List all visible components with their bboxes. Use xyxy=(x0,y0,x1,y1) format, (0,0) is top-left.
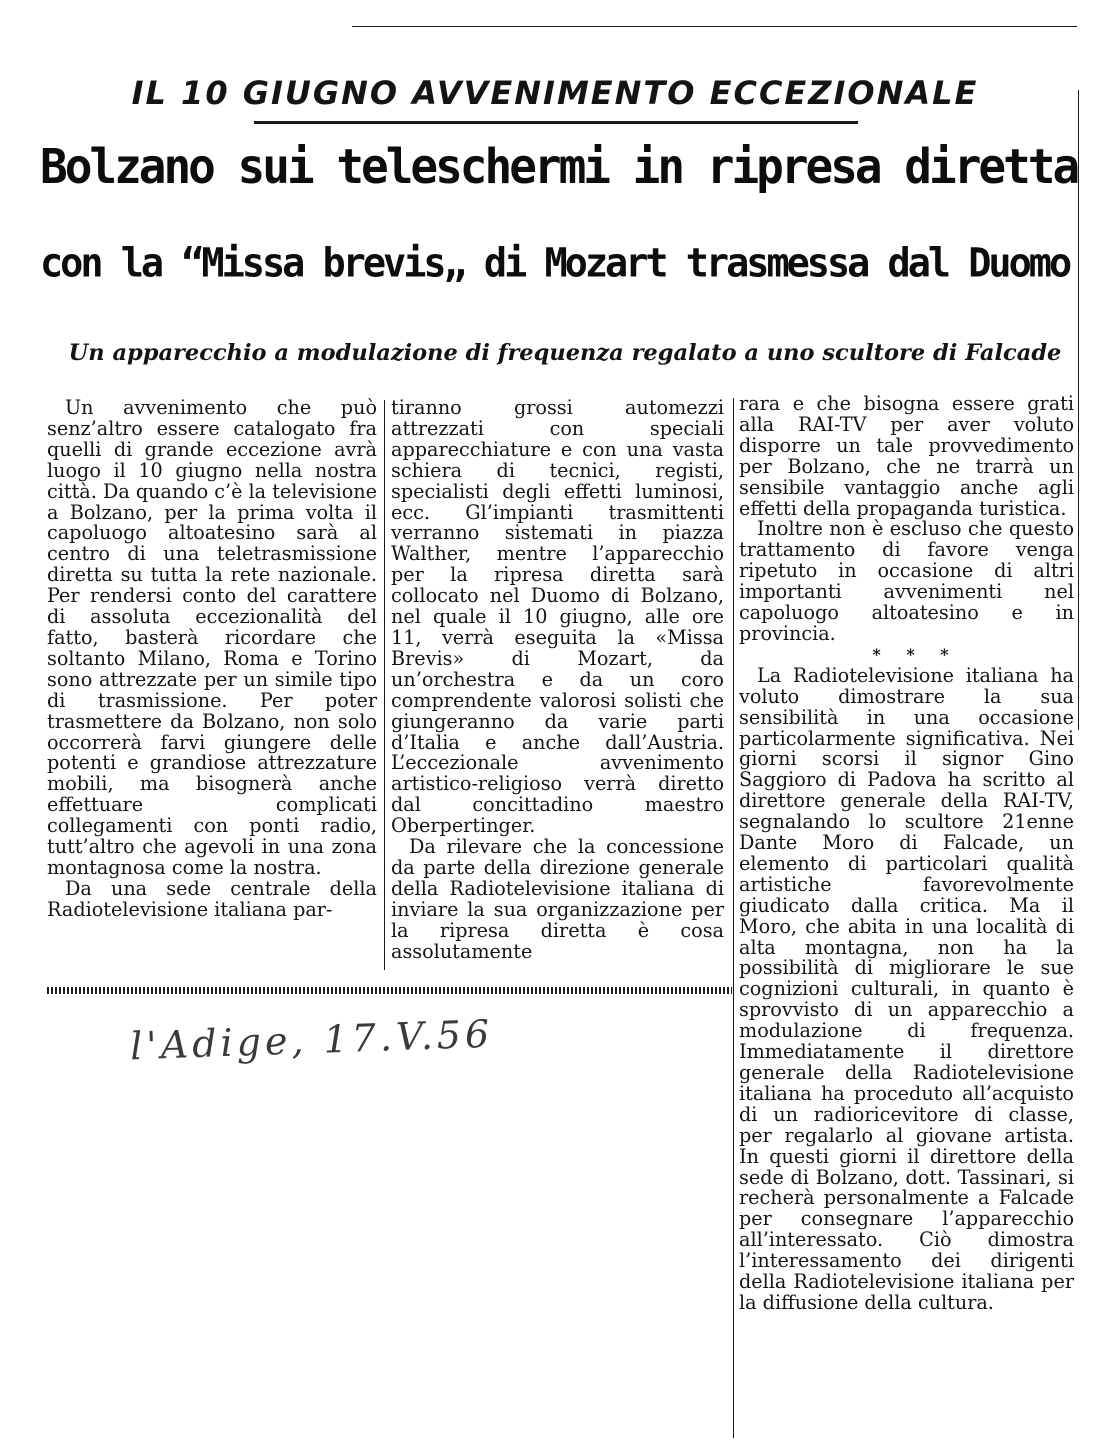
kicker-underline xyxy=(254,121,858,124)
article-column-3 xyxy=(739,394,1074,1314)
right-border xyxy=(1078,90,1079,730)
column-1-paragraph-1: Un avvenimento che può senz’altro essere catalogato fra quelli di grande eccezione avrà luogo il 10 giugno nella nostra città. Da quando c’è la televisione a Bolzano, per la prima volta il capoluogo altoatesino sarà al centro di una teletrasmissione diretta su tutta la rete nazionale. Per rendersi conto del carattere di assoluta eccezionalità del fatto, basterà ricordare che soltanto Milano, Roma e Torino sono attrezzate per un simile tipo di trasmissione. Per poter trasmettere da Bolzano, non solo occorrerà farvi giungere delle potenti e grandiose attrezzature mobili, ma bisognerà anche effettuare complicati collegamenti con ponti radio, tutt’altro che agevoli in una zona montagnosa come la nostra. xyxy=(47,396,377,879)
subheadline: Un apparecchio a modulazione di frequenza regalato a uno scultore di Falcade xyxy=(68,340,1062,366)
column-divider-1 xyxy=(384,400,385,970)
column-1-paragraph-2: Da una sede centrale della Radiotelevisione italiana par- xyxy=(47,876,377,921)
handwritten-source-note: l'Adige, 17.V.56 xyxy=(129,1011,494,1069)
section-separator: * * * xyxy=(872,644,959,664)
article-column-2 xyxy=(391,398,724,962)
column-2-paragraph-2: Da rilevare che la concessione da parte della direzione generale della Radiotelevisione italiana di inviare la sua organizzazione per la ripresa diretta è cosa assolutamente xyxy=(391,835,724,963)
column-2-paragraph-1: tiranno grossi automezzi attrezzati con speciali apparecchiature e con una vasta schiera di tecnici, registi, specialisti degli effetti luminosi, ecc. Gl’impianti trasmittenti verranno sistemati in piazza Walther, mentre l’apparecchio per la ripresa diretta sarà collocato nel Duomo di Bolzano, nel quale il 10 giugno, alle ore 11, verrà eseguita la «Missa Brevis» di Mozart, da un’orchestra e da un coro comprendente valorosi solisti che giungeranno da varie parti d’Italia e anche dall’Austria. L’eccezionale avvenimento artistico-religioso verrà diretto dal concittadino maestro Oberpertinger. xyxy=(391,396,724,838)
kicker-headline: IL 10 GIUGNO AVVENIMENTO ECCEZIONALE xyxy=(131,74,979,112)
column-3-paragraph-1: rara e che bisogna essere grati alla RAI-TV per aver voluto disporre un tale provvedimento per Bolzano, che ne trarrà un sensibile vantaggio anche agli effetti della propaganda turistica. xyxy=(739,392,1074,520)
column-3-paragraph-2: Inoltre non è escluso che questo trattamento di favore venga ripetuto in occasione di altri importanti avvenimenti nel capoluogo altoatesino e in provincia. xyxy=(739,517,1074,645)
article-column-1 xyxy=(47,398,377,921)
bottom-hatched-rule xyxy=(47,987,732,994)
top-rule xyxy=(352,26,1077,27)
main-headline-line-2: con la “Missa brevis„ di Mozart trasmessa dal Duomo xyxy=(40,239,1070,288)
column-divider-2 xyxy=(733,398,734,1438)
main-headline-line-1: Bolzano sui teleschermi in ripresa diretta xyxy=(40,137,1078,195)
column-3-paragraph-3: La Radiotelevisione italiana ha voluto dimostrare la sua sensibilità in una occasione particolarmente significativa. Nei giorni scorsi il signor Gino Saggioro di Padova ha scritto al direttore generale della RAI-TV, segnalando lo scultore 21enne Dante Moro di Falcade, un elemento di particolari qualità artistiche favorevolmente giudicato dalla critica. Ma il Moro, che abita in una località di alta montagna, non ha la possibilità di migliorare le sue cognizioni culturali, in quanto è sprovvisto di un apparecchio a modulazione di frequenza. Immediatamente il direttore generale della Radiotelevisione italiana ha proceduto all’acquisto di un radioricevitore di classe, per regalarlo al giovane artista. In questi giorni il direttore della sede di Bolzano, dott. Tassinari, si recherà personalmente a Falcade per consegnare l’apparecchio all’interessato. Ciò dimostra l’interessamento dei dirigenti della Radiotelevisione italiana per la diffusione della cultura. xyxy=(739,663,1074,1314)
